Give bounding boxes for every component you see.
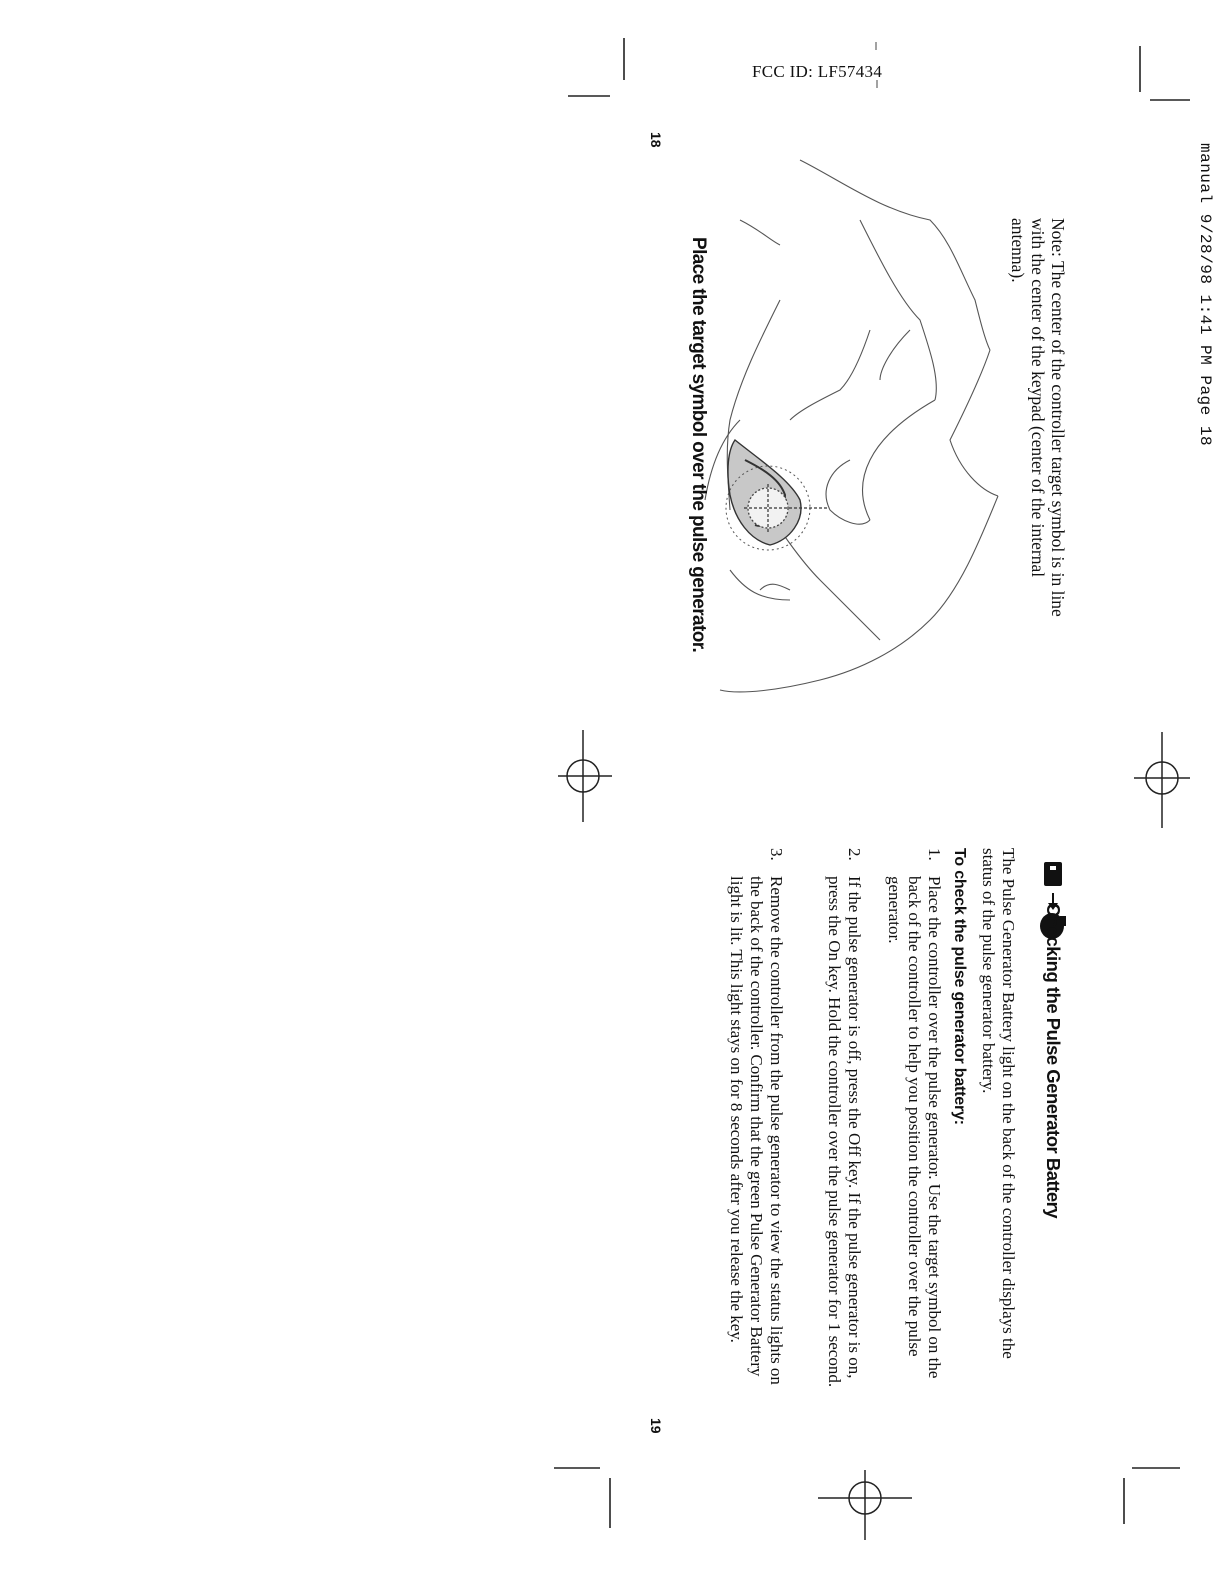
procedure-subheading: To check the pulse generator battery: [951, 848, 968, 1125]
file-info-header: manual 9/28/98 1:41 PM Page 18 [1196, 143, 1214, 447]
step-text: Place the controller over the pulse generator. Use the target symbol on the back of the controller to help you position the controller over the pulse generator. [885, 876, 944, 1379]
step-text: Remove the controller from the pulse generator to view the status lights on the back of the controller. Confirm that the green Pulse Generator Battery light is lit. This light stays on for 8 seconds after you release the key. [727, 876, 786, 1385]
registration-mark-right [1134, 732, 1190, 828]
registration-mark-left [558, 730, 612, 822]
intro-paragraph: The Pulse Generator Battery light on the back of the controller displays the status of the pulse generator battery. [979, 848, 1018, 1359]
note-line-2: with the center of the keypad (center of the internal [1028, 218, 1048, 578]
torso-illustration [705, 160, 998, 692]
registration-mark-bottom [818, 1470, 912, 1540]
pulse-generator-illustration [726, 440, 828, 550]
step-number: 1. [925, 848, 944, 861]
note-text [1008, 218, 1068, 617]
illustration-caption: Place the target symbol over the pulse generator. [688, 237, 709, 653]
step-number: 3. [767, 848, 786, 861]
section-title: Checking the Pulse Generator Battery [1043, 903, 1064, 1219]
page-number-right: 19 [648, 1418, 664, 1434]
note-line-1: Note: The center of the controller target symbol is in line [1048, 218, 1068, 617]
step-number: 2. [845, 848, 864, 861]
step-text: If the pulse generator is off, press the Off key. If the pulse generator is on, press the On key. Hold the controller over the pulse generator for 1 second. [825, 876, 864, 1388]
fcc-id: FCC ID: LF57434 [752, 62, 883, 81]
note-line-3: antenna). [1008, 218, 1028, 283]
page-number-left: 18 [648, 132, 664, 148]
